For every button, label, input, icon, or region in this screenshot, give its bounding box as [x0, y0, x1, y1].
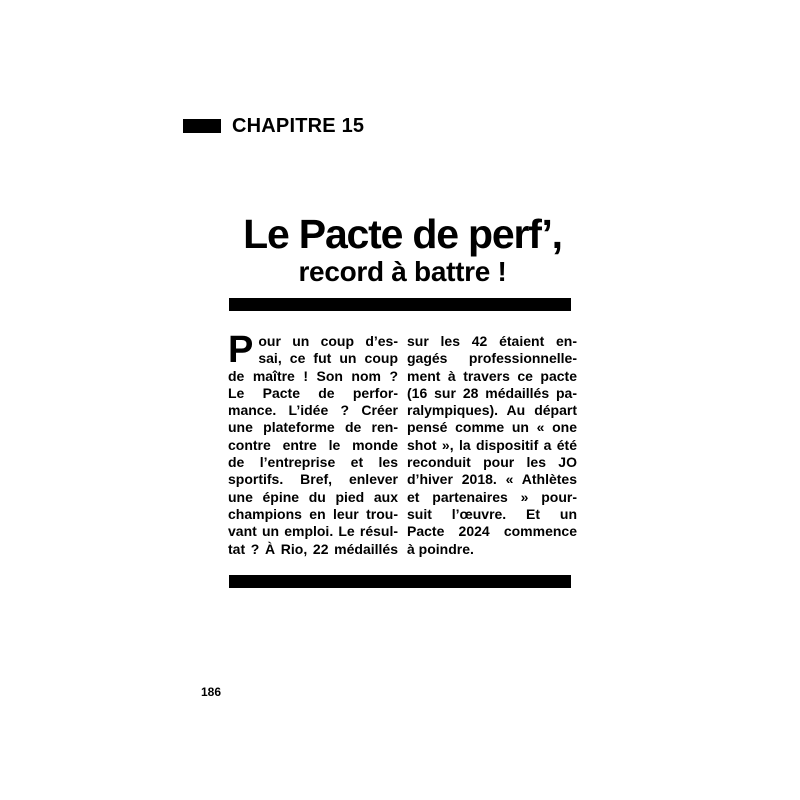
text-line: d’hiver 2018. « Athlètes	[407, 471, 577, 488]
text-line: our un coup d’es-	[258, 333, 398, 349]
chapter-marker-rect	[183, 119, 221, 133]
column-2	[407, 333, 577, 558]
text-line: de l’entreprise et les	[228, 454, 398, 471]
text-line: gagés professionnelle-	[407, 350, 577, 367]
text-line: mance. L’idée ? Créer	[228, 402, 398, 419]
text-line: et partenaires » pour-	[407, 488, 577, 505]
text-line: à poindre.	[407, 540, 474, 557]
text-line: vant un emploi. Le résul-	[228, 523, 398, 540]
title-divider-bar	[229, 298, 571, 311]
column-1	[228, 329, 398, 558]
text-line: champions en leur trou-	[228, 505, 398, 522]
text-line: reconduit pour les JO	[407, 454, 577, 471]
title-line-2: record à battre !	[298, 256, 507, 287]
chapter-label: CHAPITRE 15	[232, 115, 365, 137]
text-line: shot », la dispositif a été	[407, 436, 577, 453]
text-line: suit l’œuvre. Et un	[407, 505, 577, 522]
text-line: ment à travers ce pacte	[407, 367, 577, 384]
text-line: contre entre le monde	[228, 436, 398, 453]
text-line: de maître ! Son nom ?	[228, 367, 398, 384]
text-line: une plateforme de ren-	[228, 419, 398, 436]
text-line: Le Pacte de perfor-	[228, 384, 398, 401]
text-line: Pacte 2024 commence	[407, 523, 577, 540]
text-line: tat ? À Rio, 22 médaillés	[228, 540, 398, 557]
text-line: sur les 42 étaient en-	[407, 333, 577, 349]
footer-divider-bar	[229, 575, 571, 588]
text-line: une épine du pied aux	[228, 488, 398, 505]
page-number: 186	[201, 685, 222, 699]
text-line: sai, ce fut un coup	[258, 350, 398, 367]
text-line: ralympiques). Au départ	[407, 402, 577, 419]
article-body	[228, 329, 577, 558]
dropcap-letter: P	[228, 329, 254, 371]
title-line-1: Le Pacte de perf’,	[243, 211, 562, 257]
text-line: (16 sur 28 médaillés pa-	[407, 384, 577, 401]
chapter-header	[183, 117, 364, 135]
text-line: pensé comme un « one	[407, 419, 577, 436]
text-line: sportifs. Bref, enlever	[228, 471, 398, 488]
article-title	[228, 212, 577, 288]
